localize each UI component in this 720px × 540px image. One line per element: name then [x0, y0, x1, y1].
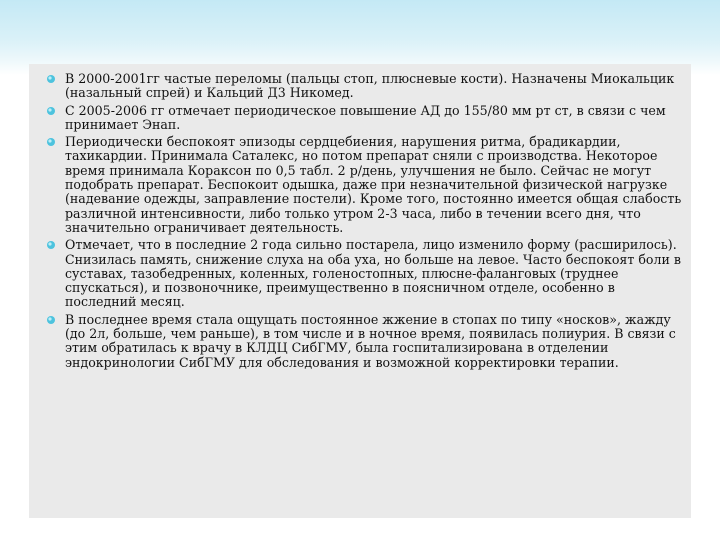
bullet-text: В 2000-2001гг частые переломы (пальцы стоп, плюсневые кости). Назначены Миокальцик (назальный спрей) и Кальций Д3 Никомед. — [65, 71, 675, 101]
teal-round-bullet-icon — [46, 240, 56, 250]
content-panel — [29, 64, 691, 518]
list-item — [43, 238, 683, 309]
teal-round-bullet-icon — [46, 137, 56, 147]
list-item — [43, 313, 683, 370]
bullet-text: С 2005-2006 гг отмечает периодическое повышение АД до 155/80 мм рт ст, в связи с чем принимает Энап. — [65, 102, 666, 132]
bullet-text: В последнее время стала ощущать постоянное жжение в стопах по типу «носков», жажду (до 2л, больше, чем раньше), в том числе и в ночное время, появилась полиурия. В связи с этим обратилась к врачу в КЛДЦ СибГМУ, была госпитализирована в отделении эндокринологии СибГМУ для обследования и возможной корректировки терапии. — [65, 311, 676, 370]
teal-round-bullet-icon — [46, 106, 56, 116]
list-item — [43, 104, 683, 133]
list-item — [43, 135, 683, 235]
list-item — [43, 72, 683, 101]
bullet-text: Периодически беспокоят эпизоды сердцебиения, нарушения ритма, брадикардии, тахикардии. Принимала Саталекс, но потом препарат сняли с производства. Некоторое время принимала Кораксон по 0,5 табл. 2 р/день, улучшения не было. Сейчас не могут подобрать препарат. Беспокоит одышка, даже при незначительной физической нагрузке (надевание одежды, заправление постели). Кроме того, постоянно имеется общая слабость различной интенсивности, либо только утром 2-3 часа, либо в течении всего дня, что значительно ограничивает деятельность. — [65, 134, 682, 235]
bullet-list — [43, 72, 683, 373]
slide-header-band — [0, 0, 720, 70]
bullet-text: Отмечает, что в последние 2 года сильно постарела, лицо изменило форму (расширилось). Снизилась память, снижение слуха на оба уха, но больше на левое. Часто беспокоят боли в суставах, тазобедренных, коленных, голеностопных, плюсне-фаланговых (труднее спускаться), и позвоночнике, преимущественно в поясничном отделе, особенно в последний месяц. — [65, 237, 681, 310]
teal-round-bullet-icon — [46, 315, 56, 325]
teal-round-bullet-icon — [46, 74, 56, 84]
